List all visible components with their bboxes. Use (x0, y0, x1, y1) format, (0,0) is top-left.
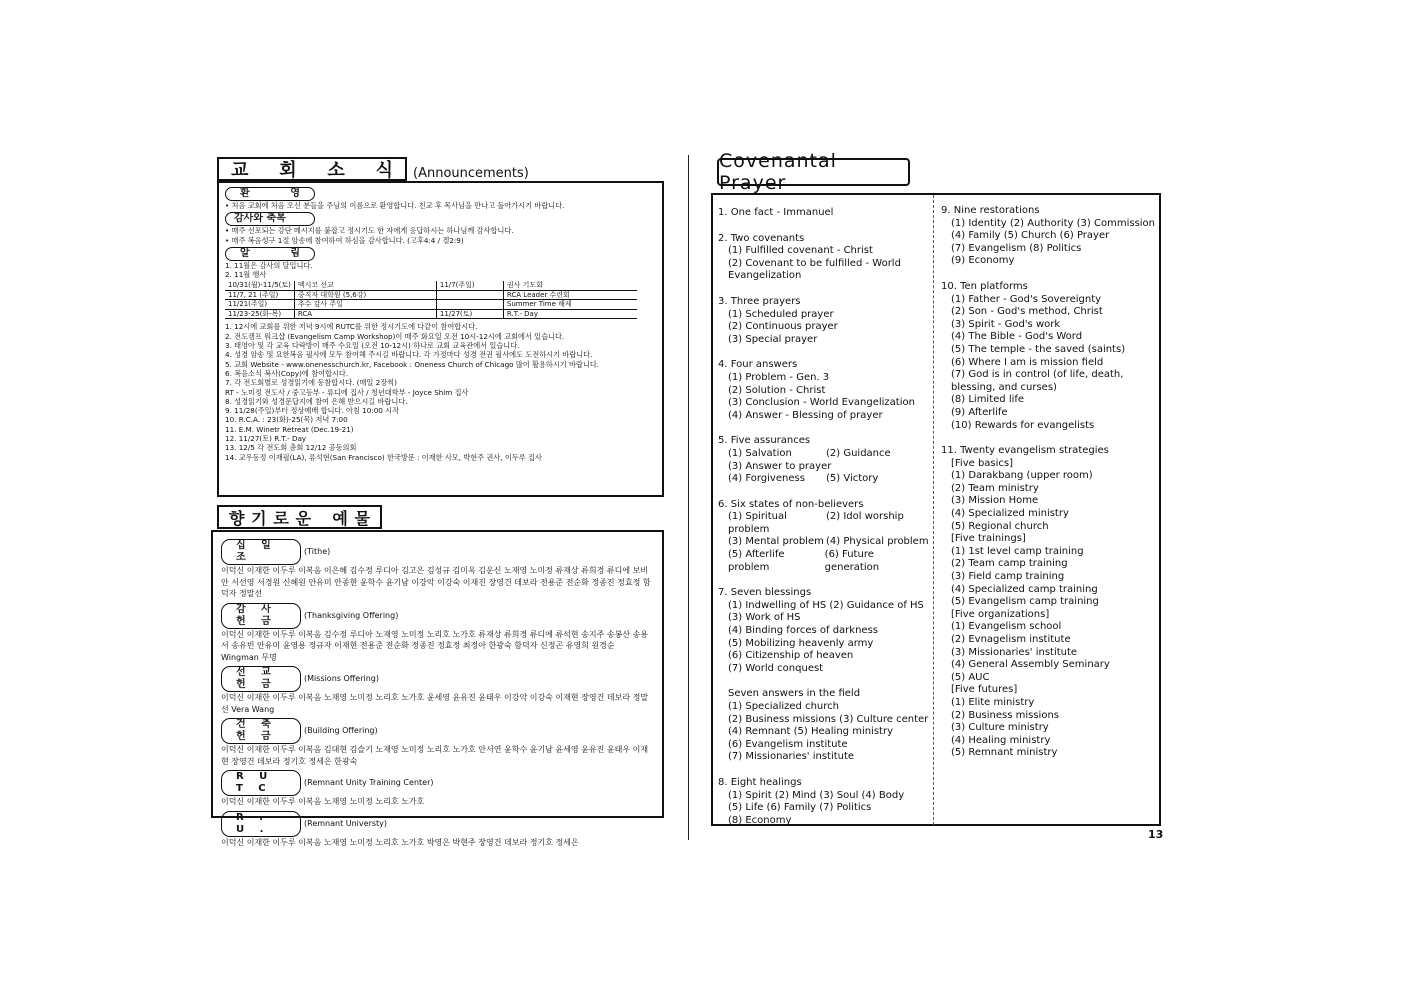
table-row (225, 309, 637, 319)
notice-line: 4. 성경 암송 및 요한복음 필사에 모두 참여해 주시길 바랍니다. 각 가정마다 성경 전권 필사에도 도전하시기 바랍니다. (225, 350, 593, 360)
table-cell: 11/23-25(화-목) (225, 309, 294, 319)
thanks-line: • 매주 복음성구 1절 암송에 참여하여 하심을 감사합니다. (고후4:4 / 겔2:9) (225, 235, 464, 245)
announcements-box (217, 181, 664, 497)
prayer-item: (4) Forgiveness (728, 473, 805, 485)
prayer-item: (4) Family (5) Church (6) Prayer (951, 230, 1110, 242)
prayer-section-heading: 1. One fact - Immanuel (718, 207, 834, 218)
prayer-item: (3) Missionaries' institute (951, 646, 1078, 658)
prayer-item: (3) Special prayer (728, 333, 818, 345)
offering-names: 이덕신 이재한 이두루 이복음 이은혜 김수정 루디아 김고은 김성규 김미옥 김운신 노재영 노미정 류재상 류희경 류디에 보비안 서선영 서경원 신혜원 안유미 안종현 윤학수 윤기남 이강악 이강숙 이재진 장영건 데보라 전용준 전순화 정종진 정효정 함덕자 정말선 (221, 566, 651, 598)
prayer-item: (3) Spirit - God's work (951, 318, 1061, 330)
notice-heading-char: 알 (240, 247, 250, 259)
prayer-item: (7) Evangelism (8) Politics (951, 242, 1082, 254)
table-cell: 11/21(주일) (225, 300, 294, 310)
prayer-item: (7) World conquest (728, 662, 824, 674)
prayer-item: (2) Guidance (826, 447, 891, 459)
notice-line: 11. E.M. Winetr Retreat (Dec.19-21) (225, 424, 354, 434)
notice-line: 5. 교회 Website - www.onenesschurch.kr, Facebook : Oneness Church of Chicago 많이 활용하시기 바랍니다. (225, 359, 600, 369)
table-cell (436, 300, 503, 310)
offerings-box (211, 530, 664, 847)
thanks-heading (225, 212, 315, 226)
offering-heading-en: (Tithe) (304, 547, 331, 557)
welcome-text: • 처음 교회에 처음 오신 분들을 주님의 이름으로 환영합니다. 친교 후 목사님을 만나고 돌아가시기 바랍니다. (225, 201, 565, 210)
prayer-item: (4) Physical problem (826, 536, 929, 548)
prayer-item: (1) Spiritual problem (728, 511, 787, 535)
offering-names: 이덕신 이재한 이두루 이복음 노재영 노미정 노리호 노가호 박영은 박현주 장영건 데보라 정기호 정세은 (221, 837, 579, 847)
prayer-item: (3) Answer to prayer (728, 460, 832, 472)
offering-names: 이덕신 이재한 이두루 이복음 김수정 루디아 노재영 노미정 노리호 노가호 류재상 류희경 류디에 류석현 송지주 송봉산 송용서 송유빈 안유미 윤영용 정규자 이재현 전용준 전순화 정종진 정효정 최정아 한광숙 함덕자 신정곤 유영희 원경순 Wingman 무명 (221, 629, 649, 662)
prayer-item: (9) Afterlife (951, 406, 1008, 418)
prayer-item: [Five trainings] (951, 533, 1026, 545)
prayer-section-heading: 5. Five assurances (718, 435, 811, 447)
table-cell: 권사 기도회 (503, 281, 637, 290)
prayer-item: (10) Rewards for evangelists (951, 419, 1095, 431)
covenantal-prayer-title: Covenantal Prayer (717, 158, 910, 186)
prayer-item: (5) Regional church (951, 520, 1049, 532)
table-cell: 11/7(주일) (436, 281, 503, 290)
offering-heading (221, 666, 654, 692)
prayer-item: (7) Missionaries' institute (728, 751, 855, 763)
offering-heading (221, 718, 654, 744)
prayer-item: (3) Mental problem (728, 536, 824, 548)
prayer-item: [Five futures] (951, 684, 1018, 696)
table-row (225, 290, 637, 300)
prayer-item: (4) Specialized ministry (951, 508, 1069, 520)
prayer-item: [Five basics] (951, 457, 1014, 469)
prayer-item: (2) Continuous prayer (728, 321, 838, 333)
prayer-item: (3) Culture ministry (951, 722, 1049, 734)
notice-line: 7. 각 전도회별로 성경읽기에 동참합시다. (매일 2장씩) (225, 378, 397, 388)
prayer-item: (1) Darakbang (upper room) (951, 470, 1093, 482)
november-schedule-table (225, 281, 637, 319)
prayer-item: (5) Afterlife problem (728, 549, 785, 573)
thanks-heading-label: 감사와 축복 (234, 213, 286, 225)
offering-names: 이덕신 이재한 이두루 이복음 김대현 김슬기 노재영 노미정 노리호 노가호 안서연 윤학수 윤기남 윤세영 윤유진 윤태우 이재현 장영건 데보라 정기호 정세은 한광숙 (221, 745, 649, 766)
prayer-section-heading: 3. Three prayers (718, 295, 801, 307)
prayer-item: (2) Team ministry (951, 482, 1039, 494)
prayer-item: (1) Salvation (728, 447, 792, 459)
offering-heading-en: (Remnant Universty) (304, 818, 388, 828)
prayer-item: (4) Answer - Blessing of prayer (728, 409, 883, 421)
prayer-item: (4) Binding forces of darkness (728, 625, 878, 637)
prayer-item: [Five organizations] (951, 608, 1050, 620)
offering-heading (221, 811, 654, 837)
prayer-item: (4) General Assembly Seminary (951, 659, 1110, 671)
prayer-item: (2) Solution - Christ (728, 384, 826, 396)
prayer-item: (1) Identity (2) Authority (3) Commission (951, 217, 1156, 229)
table-cell: 11/27(토) (436, 309, 503, 319)
prayer-item: (5) Remnant ministry (951, 747, 1058, 759)
prayer-item: (1) Scheduled prayer (728, 308, 834, 320)
offerings-title-box (217, 505, 382, 529)
notice-line: 14. 교우동정 이재필(LA), 류석현(San Francisco) 한국방문 : 이재한 사모, 박현주 권사, 이두루 집사 (225, 452, 542, 462)
prayer-item: (1) Elite ministry (951, 696, 1035, 708)
offerings-title-char: 예 (332, 508, 348, 528)
prayer-item: (4) Healing ministry (951, 734, 1051, 746)
offering-heading-en: (Missions Offering) (304, 674, 379, 684)
table-cell: 멕시코 선교 (294, 281, 436, 290)
offerings-title-char: 로 (273, 508, 289, 528)
welcome-heading-char: 환 (240, 188, 250, 199)
offering-heading-en: (Building Offering) (304, 726, 378, 736)
column-divider (933, 195, 934, 825)
prayer-item-row (718, 473, 930, 486)
page-number: 13 (1148, 828, 1164, 841)
offering-heading-en: (Remnant Unity Training Center) (304, 778, 434, 788)
offering-names: 이덕신 이재한 이두루 이복음 노재영 노미정 노리호 노가호 (221, 797, 425, 806)
prayer-item: (8) Limited life (951, 394, 1025, 406)
prayer-section-heading: 8. Eight healings (718, 776, 802, 788)
table-cell: 추수 감사 주일 (294, 300, 436, 310)
prayer-item: (6) Evangelism institute (728, 738, 848, 750)
offerings-title-char: 기 (251, 508, 267, 528)
offering-heading (221, 603, 654, 629)
announcements-title-char: 소 (327, 160, 345, 181)
prayer-section-heading: Seven answers in the field (728, 688, 861, 700)
prayer-item: (2) Son - God's method, Christ (951, 306, 1103, 318)
welcome-heading (225, 187, 315, 201)
notice-list (225, 322, 656, 461)
notice-line: 1. 12시에 교회를 위한 저녁 9시에 RUTC를 위한 정시기도에 다같이 참여합시다. (225, 322, 478, 332)
prayer-item: (4) The Bible - God's Word (951, 331, 1083, 343)
offerings-title-char: 향 (229, 508, 245, 528)
prayer-column-right (941, 205, 1156, 760)
prayer-item: (1) Indwelling of HS (2) Guidance of HS (728, 599, 924, 611)
prayer-section-heading: 4. Four answers (718, 359, 798, 371)
prayer-item: (4) Specialized camp training (951, 583, 1098, 595)
prayer-section-heading: 2. Two covenants (718, 232, 805, 244)
table-row (225, 281, 637, 290)
prayer-item: (6) Where I am is mission field (951, 356, 1104, 368)
offering-heading (221, 770, 654, 796)
notice-heading-char: 림 (290, 247, 300, 259)
welcome-heading-char: 영 (290, 188, 300, 199)
offering-heading-pill: 선 교 헌 금 (221, 666, 301, 692)
table-row (225, 300, 637, 310)
prayer-item: (6) Future generation (824, 549, 880, 573)
prayer-item: (5) Evangelism camp training (951, 596, 1099, 608)
table-cell: 10/31(월)-11/5(토) (225, 281, 294, 290)
announcements-title-box (217, 157, 407, 181)
prayer-item: (6) Citizenship of heaven (728, 650, 854, 662)
notice-line: 3. 태영아 및 각 교육 다락방이 매주 수요일 (오전 10-12시) 하나로 교회 교육관에서 있습니다. (225, 341, 520, 351)
notice-line: RT - 노미정 전도사 / 중고등부 - 류디에 집사 / 청년대학부 - Joyce Shim 집사 (225, 387, 469, 397)
offering-heading-pill: 건 축 헌 금 (221, 718, 301, 744)
notice-line: 10. R.C.A. : 23(화)-25(목) 저녁 7:00 (225, 415, 348, 425)
offering-heading-pill: 십 일 조 (221, 539, 301, 565)
prayer-item: (5) AUC (951, 671, 990, 683)
prayer-item-row (718, 536, 930, 549)
table-cell: Summer Time 해제 (503, 300, 637, 310)
prayer-section-heading: 10. Ten platforms (941, 280, 1028, 292)
offering-heading (221, 539, 654, 565)
notice-pre-line: 2. 11월 행사 (225, 270, 267, 280)
offering-names: 이덕신 이재한 이두루 이복음 노재영 노미정 노리호 노가호 윤세영 윤유진 윤태우 이강악 이강숙 이재현 장영건 데보라 정말선 Vera Wang (221, 693, 649, 714)
notice-line: 6. 복음소식 복사(Copy)에 참여합시다. (225, 368, 349, 378)
prayer-item: (3) Work of HS (728, 612, 801, 624)
prayer-item: (1) Specialized church (728, 701, 839, 712)
notice-line: 13. 12/5 각 전도회 총회 12/12 공동의회 (225, 443, 357, 453)
prayer-item: (8) Economy (728, 814, 792, 826)
announcements-header (217, 155, 529, 181)
notice-line: 9. 11/28(주일)부터 정상예배 합니다. 아침 10:00 시작 (225, 406, 400, 416)
prayer-item: (3) Field camp training (951, 571, 1065, 583)
notice-pre-line: 1. 11월은 감사의 달입니다. (225, 260, 313, 270)
table-cell: RCA (294, 309, 436, 319)
prayer-item: (2) Team camp training (951, 558, 1068, 570)
prayer-item: (5) Mobilizing heavenly army (728, 637, 874, 649)
prayer-item: (1) Spirit (2) Mind (3) Soul (4) Body (728, 789, 905, 801)
table-cell: 중직자 대학원 (5,6강) (294, 290, 436, 300)
announcements-title-char: 회 (279, 160, 297, 181)
prayer-item-row (718, 448, 930, 461)
prayer-item: (2) Idol worship (826, 511, 904, 523)
prayer-item: (5) Victory (826, 473, 879, 485)
announcements-title-en: (Announcements) (413, 166, 529, 181)
table-cell (436, 290, 503, 300)
prayer-item: (1) Problem - Gen. 3 (728, 371, 830, 383)
notice-line: 12. 11/27(토) R.T.- Day (225, 434, 307, 444)
prayer-section-heading: 7. Seven blessings (718, 587, 812, 599)
prayer-item: (1) 1st level camp training (951, 545, 1084, 557)
prayer-item: (5) Life (6) Family (7) Politics (728, 802, 872, 814)
prayer-item: (7) God is in control (of life, death, blessing, and curses) (951, 369, 1124, 393)
prayer-item: (1) Father - God's Sovereignty (951, 293, 1102, 305)
prayer-item-row (718, 511, 930, 536)
prayer-item: (3) Mission Home (951, 495, 1039, 507)
offerings-title-char: 운 (295, 508, 311, 528)
prayer-item: (2) Business missions (3) Culture center (728, 713, 929, 725)
announcements-title-char: 교 (231, 160, 249, 181)
offering-heading-pill: 감 사 헌 금 (221, 603, 301, 629)
prayer-item: (5) The temple - the saved (saints) (951, 343, 1126, 355)
prayer-item: (2) Business missions (951, 709, 1060, 721)
prayer-column-left (718, 207, 930, 827)
table-cell: RCA Leader 수련회 (503, 290, 637, 300)
notice-heading (225, 247, 315, 261)
table-cell: R.T.- Day (503, 309, 637, 319)
prayer-item-row (718, 549, 930, 574)
prayer-item: (1) Fulfilled covenant - Christ (728, 245, 873, 257)
prayer-item: (3) Conclusion - World Evangelization (728, 397, 915, 409)
prayer-item: (9) Economy (951, 255, 1015, 267)
prayer-section-heading: 9. Nine restorations (941, 205, 1040, 216)
notice-line: 8. 성경읽기와 성경문답지에 참여 은혜 받으시길 바랍니다. (225, 396, 408, 406)
prayer-item: (2) Evnagelism institute (951, 634, 1071, 645)
prayer-section-heading: 11. Twenty evangelism strategies (941, 445, 1109, 457)
page-divider (688, 155, 689, 840)
notice-line: 2. 전도캠프 워크샵 (Evangelism Camp Workshop)이 매주 화요일 오전 10시-12시에 교회에서 있습니다. (225, 331, 565, 341)
offerings-title-char: 물 (354, 508, 370, 528)
prayer-item: (2) Covenant to be fulfilled - World Evangelization (728, 257, 901, 282)
announcements-title-char: 식 (375, 160, 393, 181)
offering-heading-en: (Thanksgiving Offering) (304, 610, 399, 620)
prayer-item: (4) Remnant (5) Healing ministry (728, 726, 893, 738)
offering-heading-pill: R . U . (221, 811, 301, 837)
prayer-item: (1) Evangelism school (951, 621, 1062, 633)
thanks-line: • 매주 선포되는 강단 메시지를 붙잡고 정시기도 한 자에게 응답하시는 하나님께 감사합니다. (225, 226, 514, 236)
table-cell: 11/7, 21 (주일) (225, 290, 294, 300)
prayer-section-heading: 6. Six states of non-believers (718, 498, 864, 510)
offering-heading-pill: R U T C (221, 770, 301, 796)
